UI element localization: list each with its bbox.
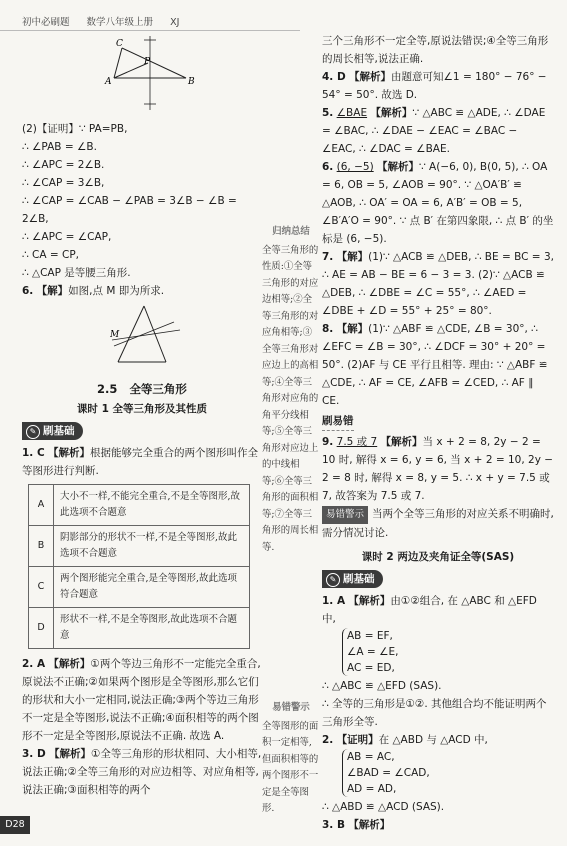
options-table [28, 484, 250, 649]
q4-text: 由题意可知∠1 = 180° − 76° − 54° = 50°. 故选 D. [322, 71, 547, 101]
figure1-label-b: B [188, 77, 195, 87]
option-text: 阴影部分的形状不一样,不是全等图形,故此选项不合题意 [54, 526, 250, 567]
condition-line: AB = AC, [347, 751, 395, 763]
rq1-number: 1. A [322, 595, 346, 607]
triangle-figure-1 [100, 34, 210, 116]
rq2-tail: ∴ △ABD ≌ △ACD (SAS). [322, 801, 445, 813]
table-row [29, 567, 250, 608]
q7-number: 7. [322, 251, 334, 263]
header-divider [0, 30, 300, 31]
option-letter: B [29, 526, 54, 567]
rq3-number: 3. B [322, 819, 345, 831]
condition-line: AC = ED, [347, 662, 395, 674]
right-column [322, 32, 554, 834]
triangle-figure-2-wrap [22, 300, 262, 372]
rq1-tag: 【解析】 [348, 595, 391, 607]
proof-line: ∴ ∠PAB = ∠B. [22, 141, 97, 153]
table-row [29, 526, 250, 567]
question-5 [322, 104, 554, 158]
q8-tag: 【解】 [336, 323, 369, 335]
q2-text: ①两个等边三角形不一定能完全重合,原说法不正确;②如果两个图形是全等图形,那么它们的形状和大小一定相同,说法正确;③两个等边三角形不一定是全等图形,说法不正确;④面积相等的两个图形不一定是全等图形,原说法不正确. 故选 A. [22, 658, 261, 742]
q5-tag: 【解析】 [370, 107, 413, 119]
q4-number: 4. D [322, 71, 346, 83]
condition-line: AB = EF, [347, 630, 393, 642]
section-number: 2.5 [97, 382, 118, 396]
rq1-tail: ∴ △ABC ≌ △EFD (SAS). [322, 680, 442, 692]
basic-tag-2 [322, 570, 383, 588]
q3-text: ①全等三角形的形状相同、大小相等,说法正确;②全等三角形的对应边相等、对应角相等,说法正确;③面积相等的两个 [22, 748, 262, 796]
proof-line: ∴ CA = CP, [22, 249, 80, 261]
page-number: D28 [0, 816, 30, 834]
q1-number: 1. C [22, 447, 45, 459]
q7-tag: 【解】 [336, 251, 369, 263]
condition-brace-2 [342, 749, 430, 797]
side-note-text: 全等三角形的性质:①全等三角形的对应边相等;②全等三角形的对应角相等;③全等三角形对应边上的高相等;④全等三角形对应角的角平分线相等;⑤全等三角形对应边上的中线相等;⑥全等三角形的面积相等;⑦全等三角形的周长相等. [262, 244, 319, 553]
q6-text: 如图,点 M 即为所求. [68, 285, 165, 297]
proof-line: ∴ ∠APC = 2∠B. [22, 159, 105, 171]
option-text: 形状不一样,不是全等图形,故此选项不合题意 [54, 608, 250, 649]
q6r-tag: 【解析】 [377, 161, 420, 173]
q5-number: 5. [322, 107, 334, 119]
q5-text: ∵ △ABC ≌ △ADE, ∴ ∠DAE = ∠BAC, ∴ ∠DAE − ∠EAC = ∠BAC − ∠EAC, ∴ ∠DAC = ∠BAE. [322, 107, 546, 155]
table-row [29, 485, 250, 526]
rq2-tag: 【证明】 [336, 734, 379, 746]
header-subject: 数学八年级上册 [86, 17, 154, 28]
question-8 [322, 320, 554, 410]
condition-line: ∠BAD = ∠CAD, [347, 767, 430, 779]
q8-text: (1)∵ △ABF ≌ △CDE, ∠B = 30°, ∴ ∠EFC = ∠B = 30°, ∴ ∠DCF = 30° + 20° = 50°. (2)AF 与 CE 平行且相等. 理由: ∵ △ABF ≌ △CDE, ∴ AF = CE, ∠AFB = ∠CED, ∴ AF ∥ CE. [322, 323, 548, 407]
side-note-title: 归纳总结 [272, 226, 310, 237]
continued-text: 三个三角形不一定全等,原说法错误;④全等三角形的周长相等,说法正确. [322, 35, 549, 65]
q6r-number: 6. [322, 161, 334, 173]
q9-text: 当 x + 2 = 8, 2y − 2 = 10 时, 解得 x = 6, y = 6, 当 x + 2 = 10, 2y − 2 = 8 时, 解得 x = 8, y = 5. ∴ x + y = 7.5 或 7, 故答案为 7.5 或 7. [322, 436, 554, 502]
right-question-2 [322, 731, 554, 749]
lesson-2-title: 课时 2 两边及夹角证全等(SAS) [361, 551, 515, 563]
rq3-tag: 【解析】 [348, 819, 391, 831]
proof-line: ∴ ∠CAP = ∠CAB − ∠PAB = 3∠B − ∠B = 2∠B, [22, 195, 237, 225]
figure1-label-c: C [116, 39, 123, 49]
flag-icon: ✎ [26, 425, 40, 439]
question-6 [22, 282, 262, 300]
q4-tag: 【解析】 [349, 71, 392, 83]
question-1 [22, 444, 262, 480]
q9-tag: 【解析】 [380, 436, 423, 448]
right-question-3 [322, 816, 554, 834]
question-9 [322, 433, 554, 505]
proof-line: ∴ △CAP 是等腰三角形. [22, 267, 131, 279]
header-edition: XJ [170, 17, 180, 28]
tip-label: 易错警示 [322, 506, 368, 524]
q9-answer: 7.5 或 7 [336, 436, 378, 448]
side-note-summary [262, 224, 320, 556]
section-title [22, 380, 262, 398]
figure1-label-a: A [105, 77, 112, 87]
tip-text: 当两个全等三角形的对应关系不明确时,需分情况讨论. [322, 508, 554, 539]
error-tag: 刷易错 [322, 412, 354, 431]
side-note-warning [262, 700, 320, 818]
q5-answer: ∠BAE [336, 107, 368, 119]
proof-line: (2)【证明】∵ PA=PB, [22, 123, 128, 135]
question-4 [322, 68, 554, 104]
option-text: 两个图形能完全重合,是全等图形,故此选项符合题意 [54, 567, 250, 608]
q9-tip [322, 505, 554, 542]
q6r-text: ∵ A(−6, 0), B(0, 5), ∴ OA = 6, OB = 5, ∠AOB = 90°. ∵ △OA′B′ ≌ △AOB, ∴ OA′ = OA = 6, A′B′ = OB = 5, ∠B′A′O = 90°. ∵ 点 B′ 在第四象限, ∴ 点 B′ 的坐标是 (6, −5). [322, 161, 554, 245]
basic-tag-label: 刷基础 [43, 425, 75, 437]
q3-tag: 【解析】 [49, 748, 92, 760]
basic-tag-label: 刷基础 [343, 573, 375, 585]
side-note-text: 全等图形的面积一定相等,但面积相等的两个图形不一定是全等图形. [262, 720, 319, 814]
question-6-right [322, 158, 554, 248]
left-column [22, 120, 262, 799]
question-2 [22, 655, 262, 745]
question-3 [22, 745, 262, 799]
q3-number: 3. D [22, 748, 46, 760]
rq2-text: 在 △ABD 与 △ACD 中, [378, 734, 488, 746]
figure1-label-p: P [144, 57, 151, 67]
q9-number: 9. [322, 436, 334, 448]
option-letter: C [29, 567, 54, 608]
table-row [29, 608, 250, 649]
q6-tag: 【解】 [36, 285, 69, 297]
condition-brace [342, 628, 398, 676]
q6-number: 6. [22, 285, 34, 297]
rq2-number: 2. [322, 734, 334, 746]
q2-number: 2. A [22, 658, 46, 670]
side-note-title: 易错警示 [272, 702, 310, 713]
option-letter: D [29, 608, 54, 649]
q1-tag: 【解析】 [48, 447, 90, 459]
rq1-after: ∴ 全等的三角形是①②. 其他组合均不能证明两个三角形全等. [322, 698, 547, 728]
header-book: 初中必刷题 [22, 17, 70, 28]
condition-line: ∠A = ∠E, [347, 646, 399, 658]
proof-line: ∴ ∠APC = ∠CAP, [22, 231, 112, 243]
flag-icon: ✎ [326, 573, 340, 587]
basic-tag [22, 422, 83, 440]
lesson-1-title: 课时 1 全等三角形及其性质 [76, 403, 208, 415]
section-name: 全等三角形 [129, 382, 187, 396]
figure2-label-m: M [110, 330, 120, 340]
option-text: 大小不一样,不能完全重合,不是全等图形,故此选项不合题意 [54, 485, 250, 526]
rq1-text: 由①②组合, 在 △ABC 和 △EFD 中, [322, 595, 537, 625]
question-7 [322, 248, 554, 320]
q2-tag: 【解析】 [48, 658, 91, 670]
option-letter: A [29, 485, 54, 526]
right-question-1 [322, 592, 554, 628]
q1-text: 根据能够完全重合的两个图形叫作全等图形进行判断. [22, 447, 258, 477]
proof-line: ∴ ∠CAP = 3∠B, [22, 177, 105, 189]
triangle-figure-2 [110, 302, 190, 368]
q7-text: (1)∵ △ACB ≌ △DEB, ∴ BE = BC = 3, ∴ AE = AB − BE = 6 − 3 = 3. (2)∵ △ACB ≌ △DEB, ∴ ∠DBE = ∠C = 55°, ∴ ∠AED = ∠DBE + ∠D = 55° + 25° = 80°. [322, 251, 554, 317]
q6r-answer: (6, −5) [336, 161, 374, 173]
q8-number: 8. [322, 323, 334, 335]
condition-line: AD = AD, [347, 783, 397, 795]
